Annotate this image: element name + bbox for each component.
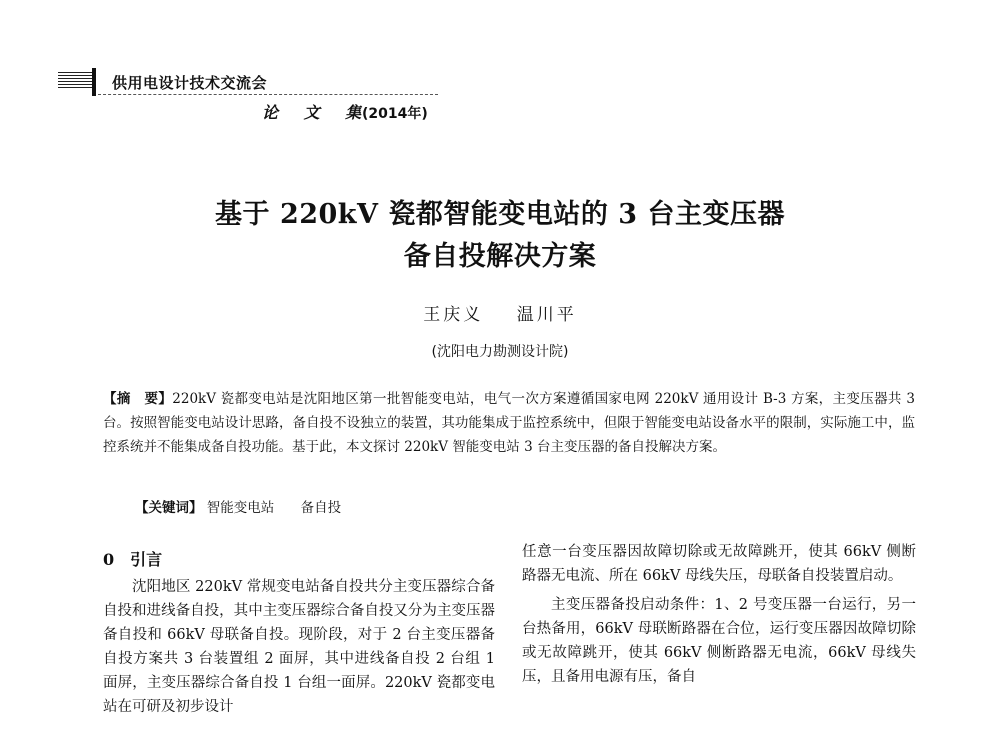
keyword: 智能变电站: [206, 500, 275, 516]
body-paragraph: 沈阳地区 220kV 常规变电站备自投共分主变压器综合备自投和进线备自投，其中主变压器综合备自投又分为主变压器备自投和 66kV 母联备自投。现阶段，对于 2 台主变压器备自投方案共 3 台装置组 2 面屏，其中进线备自投 2 台组 1 面屏，主变压器综合备自投 1 台组一面屏。220kV 瓷都变电站在可研及初步设计: [103, 579, 495, 715]
author-affiliation: (沈阳电力勘测设计院): [431, 344, 569, 360]
author-name: 王庆义: [423, 305, 484, 325]
conference-name: 供用电设计技术交流会: [112, 74, 268, 92]
section-number: 0: [103, 550, 115, 569]
keyword: 备自投: [300, 500, 342, 516]
paper-title-line-1: 基于 220kV 瓷都智能变电站的 3 台主变压器: [215, 199, 785, 230]
body-left-column: [103, 548, 495, 719]
paper-title-line-2: 备自投解决方案: [403, 241, 597, 272]
body-right-column: [522, 540, 916, 689]
author-name: 温川平: [516, 305, 577, 325]
section-title: 引言: [130, 550, 163, 569]
abstract: [103, 387, 915, 459]
collection-year: (2014年): [362, 106, 428, 122]
keywords: [135, 496, 363, 516]
header-decoration-lines: [58, 72, 92, 90]
body-paragraph: 主变压器备投启动条件：1、2 号变压器一台运行，另一台热备用，66kV 母联断路器在合位，运行变压器因故障切除或无故障跳开，使其 66kV 侧断路器无电流，66kV 母线失压，且备用电源有压，备自: [522, 597, 916, 685]
body-paragraph: 任意一台变压器因故障切除或无故障跳开，使其 66kV 侧断路器无电流、所在 66kV 母线失压，母联备自投装置启动。: [522, 544, 916, 584]
keywords-label: 【关键词】: [135, 500, 203, 516]
header-divider: [98, 94, 438, 95]
abstract-text: 220kV 瓷都变电站是沈阳地区第一批智能变电站，电气一次方案遵循国家电网 220kV 通用设计 B-3 方案，主变压器共 3 台。按照智能变电站设计思路，备自投不设独立的装置，其功能集成于监控系统中，但限于智能变电站设备水平的限制，实际施工中，监控系统并不能集成备自投功能。基于此，本文探讨 220kV 智能变电站 3 台主变压器的备自投解决方案。: [103, 391, 916, 455]
collection-label: 论 文 集: [262, 103, 372, 122]
section-heading: [103, 548, 495, 572]
header-vertical-bar: [92, 68, 96, 96]
abstract-label: 【摘 要】: [103, 391, 173, 407]
author-list: [0, 300, 1000, 325]
